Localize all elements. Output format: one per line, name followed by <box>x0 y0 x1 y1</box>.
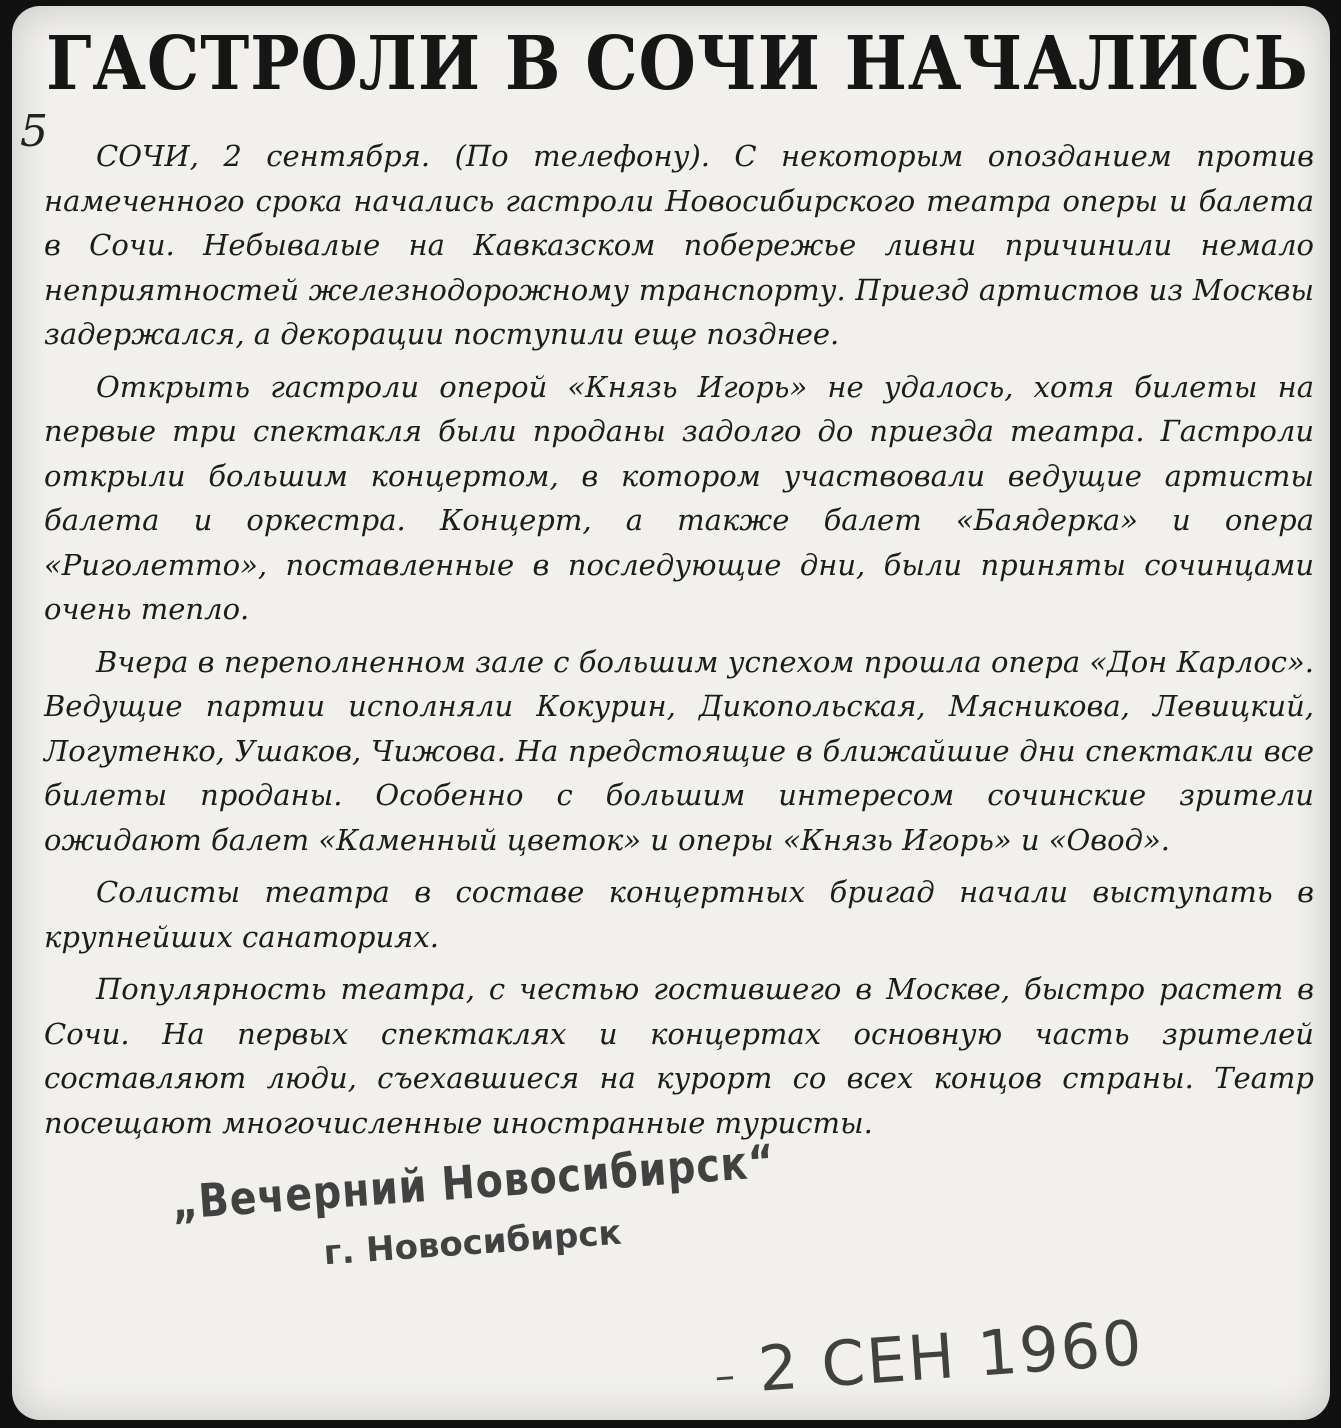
article-paragraph: Вчера в переполненном зале с большим успехом прошла опера «Дон Карлос». Ведущие партии исполняли Кокурин, Дикопольская, Мясникова, Левицкий, Логутенко, Ушаков, Чижова. На предстоящие в ближайшие дни спектакли все билеты проданы. Особенно с большим интересом сочинские зрители ожидают балет «Каменный цветок» и оперы «Князь Игорь» и «Овод». <box>44 644 1314 857</box>
handwritten-margin-mark: 5 <box>20 106 48 157</box>
date-stamp <box>712 1306 1146 1409</box>
article-paragraph: Популярность театра, с честью гостившего в Москве, быстро растет в Сочи. На первых спектаклях и концертах основную часть зрителей составляют люди, съехавшиеся на курорт со всех концов страны. Театр посещают многочисленные иностранные туристы. <box>44 972 1314 1140</box>
article-paragraph: Открыть гастроли оперой «Князь Игорь» не удалось, хотя билеты на первые три спектакля были проданы задолго до приезда театра. Гастроли открыли большим концертом, в котором участвовали ведущие артисты балета и оркестра. Концерт, а также балет «Баядерка» и опера «Риголетто», поставленные в последующие дни, были приняты сочинцами очень тепло. <box>44 369 1314 626</box>
stamp-city: г. Новосибирск <box>322 1212 623 1274</box>
article-paragraph: Солисты театра в составе концертных бригад начали выступать в крупнейших санаториях. <box>44 875 1314 954</box>
article-body <box>44 134 1314 1153</box>
stamp-date-text: 2 СЕН 1960 <box>755 1306 1146 1406</box>
stamp-newspaper-name: „Вечерний Новосибирск“ <box>170 1133 777 1230</box>
newspaper-clipping <box>12 6 1330 1420</box>
stamp-dash: – <box>713 1352 739 1400</box>
article-paragraph: СОЧИ, 2 сентября. (По телефону). С некоторым опозданием против намеченного срока начались гастроли Новосибирского театра оперы и балета в Сочи. Небывалые на Кавказском побережье ливни причинили немало неприятностей железнодорожному транспорту. Приезд артистов из Москвы задержался, а декорации поступили еще позднее. <box>44 139 1314 351</box>
headline: ГАСТРОЛИ В СОЧИ НАЧАЛИСЬ <box>46 21 1309 107</box>
